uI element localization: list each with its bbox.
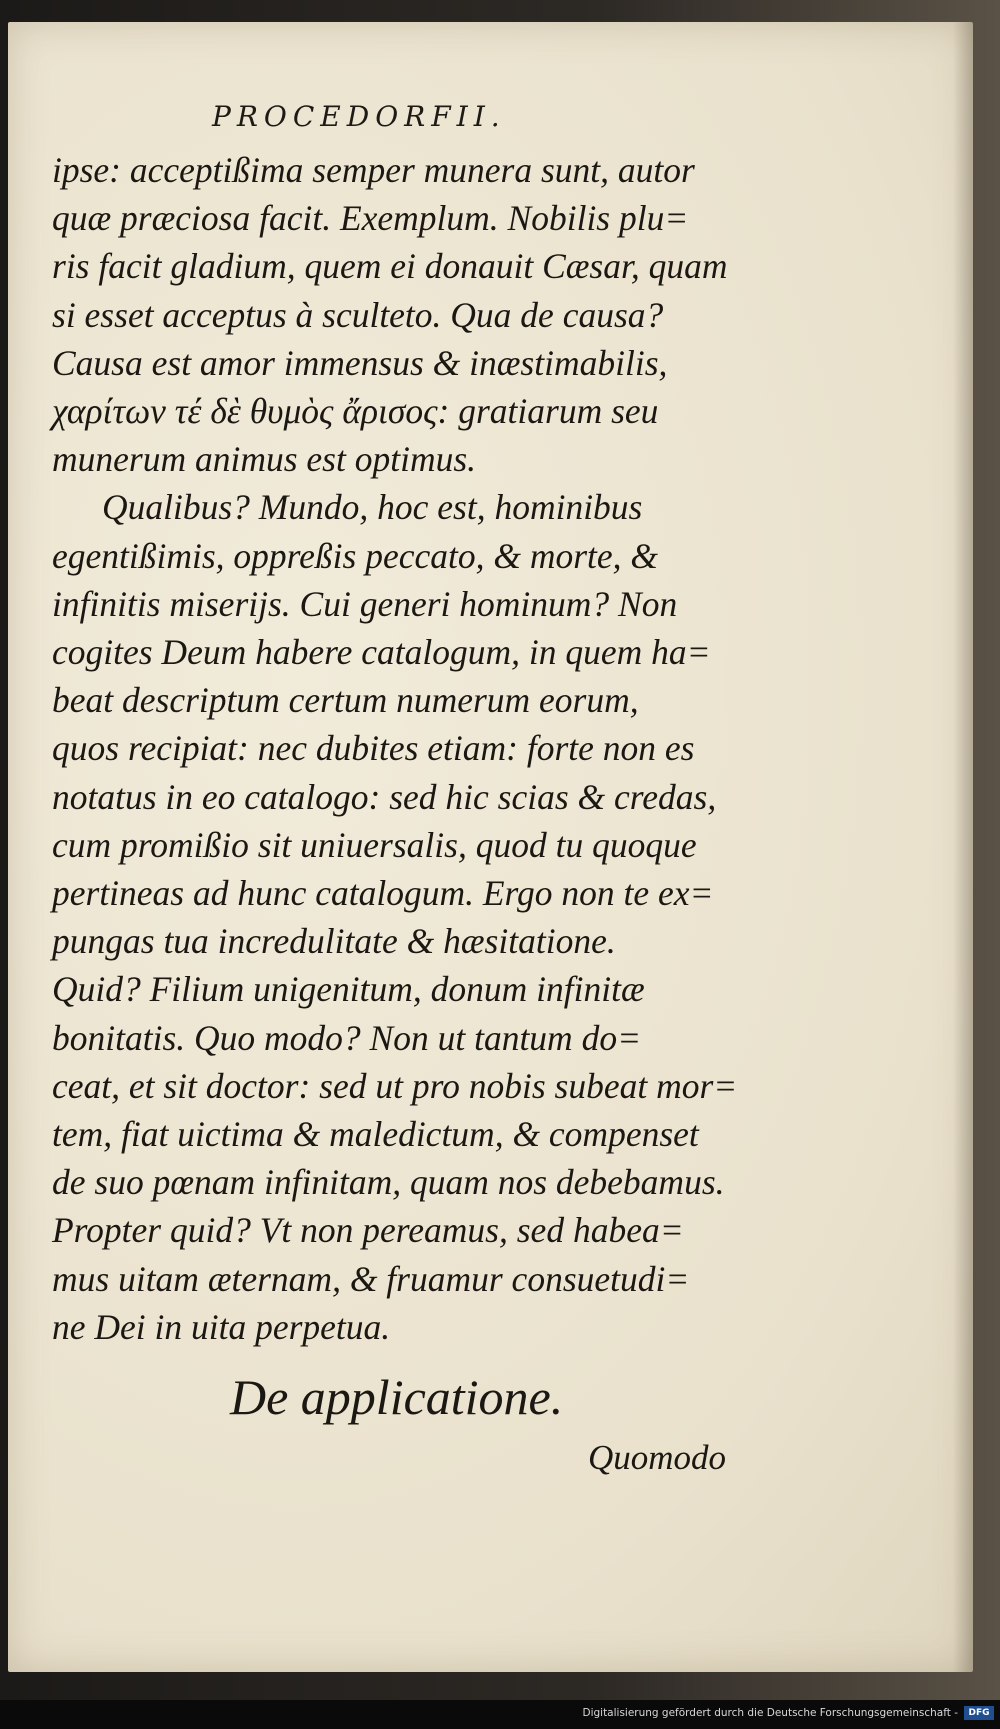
text-line: Quid? Filium unigenitum, donum infinitæ [52, 969, 645, 1010]
text-line: notatus in eo catalogo: sed hic scias & credas, [52, 776, 717, 817]
dfg-logo: DFG [964, 1706, 994, 1720]
text-line: quos recipiat: nec dubites etiam: forte non es [52, 728, 695, 769]
text-line: mus uitam æternam, & fruamur consuetudi= [52, 1258, 690, 1299]
text-line: ceat, et sit doctor: sed ut pro nobis subeat mor= [52, 1065, 738, 1106]
text-line: pungas tua incredulitate & hæsitatione. [52, 921, 616, 962]
text-line: beat descriptum certum numerum eorum, [52, 680, 639, 721]
text-line: ne Dei in uita perpetua. [52, 1306, 391, 1347]
funding-credit: Digitalisierung gefördert durch die Deutsche Forschungsgemeinschaft - [582, 1707, 958, 1719]
text-line: ipse: acceptißima semper munera sunt, autor [52, 150, 695, 190]
catchword: Quomodo [588, 1438, 727, 1477]
text-line: Causa est amor immensus & inæstimabilis, [52, 342, 668, 383]
text-line: pertineas ad hunc catalogum. Ergo non te ex= [52, 873, 714, 914]
text-line: Propter quid? Vt non pereamus, sed habea= [52, 1210, 684, 1251]
text-line: bonitatis. Quo modo? Non ut tantum do= [52, 1017, 642, 1058]
text-line: ris facit gladium, quem ei donauit Cæsar, quam [52, 246, 728, 287]
body-text [52, 146, 752, 1351]
running-head: PROCEDORFII. [212, 100, 506, 133]
text-line: egentißimis, oppreßis peccato, & morte, & [52, 535, 659, 576]
text-line: tem, fiat uictima & maledictum, & compenset [52, 1114, 699, 1155]
text-line: si esset acceptus à sculteto. Qua de causa? [52, 294, 664, 335]
text-line: de suo pœnam infinitam, quam nos debebamus. [52, 1162, 725, 1203]
text-line: χαρίτων τέ δὲ θυμὸς ἄρισος: gratiarum seu [52, 391, 659, 432]
text-line: Qualibus? Mundo, hoc est, hominibus [102, 487, 643, 528]
section-heading: De applicatione. [230, 1369, 564, 1425]
text-line: infinitis miserijs. Cui generi hominum? Non [52, 583, 678, 624]
text-line: cum promißio sit uniuersalis, quod tu quoque [52, 824, 697, 865]
text-line: cogites Deum habere catalogum, in quem ha= [52, 632, 711, 673]
text-line: quæ præciosa facit. Exemplum. Nobilis plu= [52, 198, 689, 239]
text-line: munerum animus est optimus. [52, 439, 477, 480]
